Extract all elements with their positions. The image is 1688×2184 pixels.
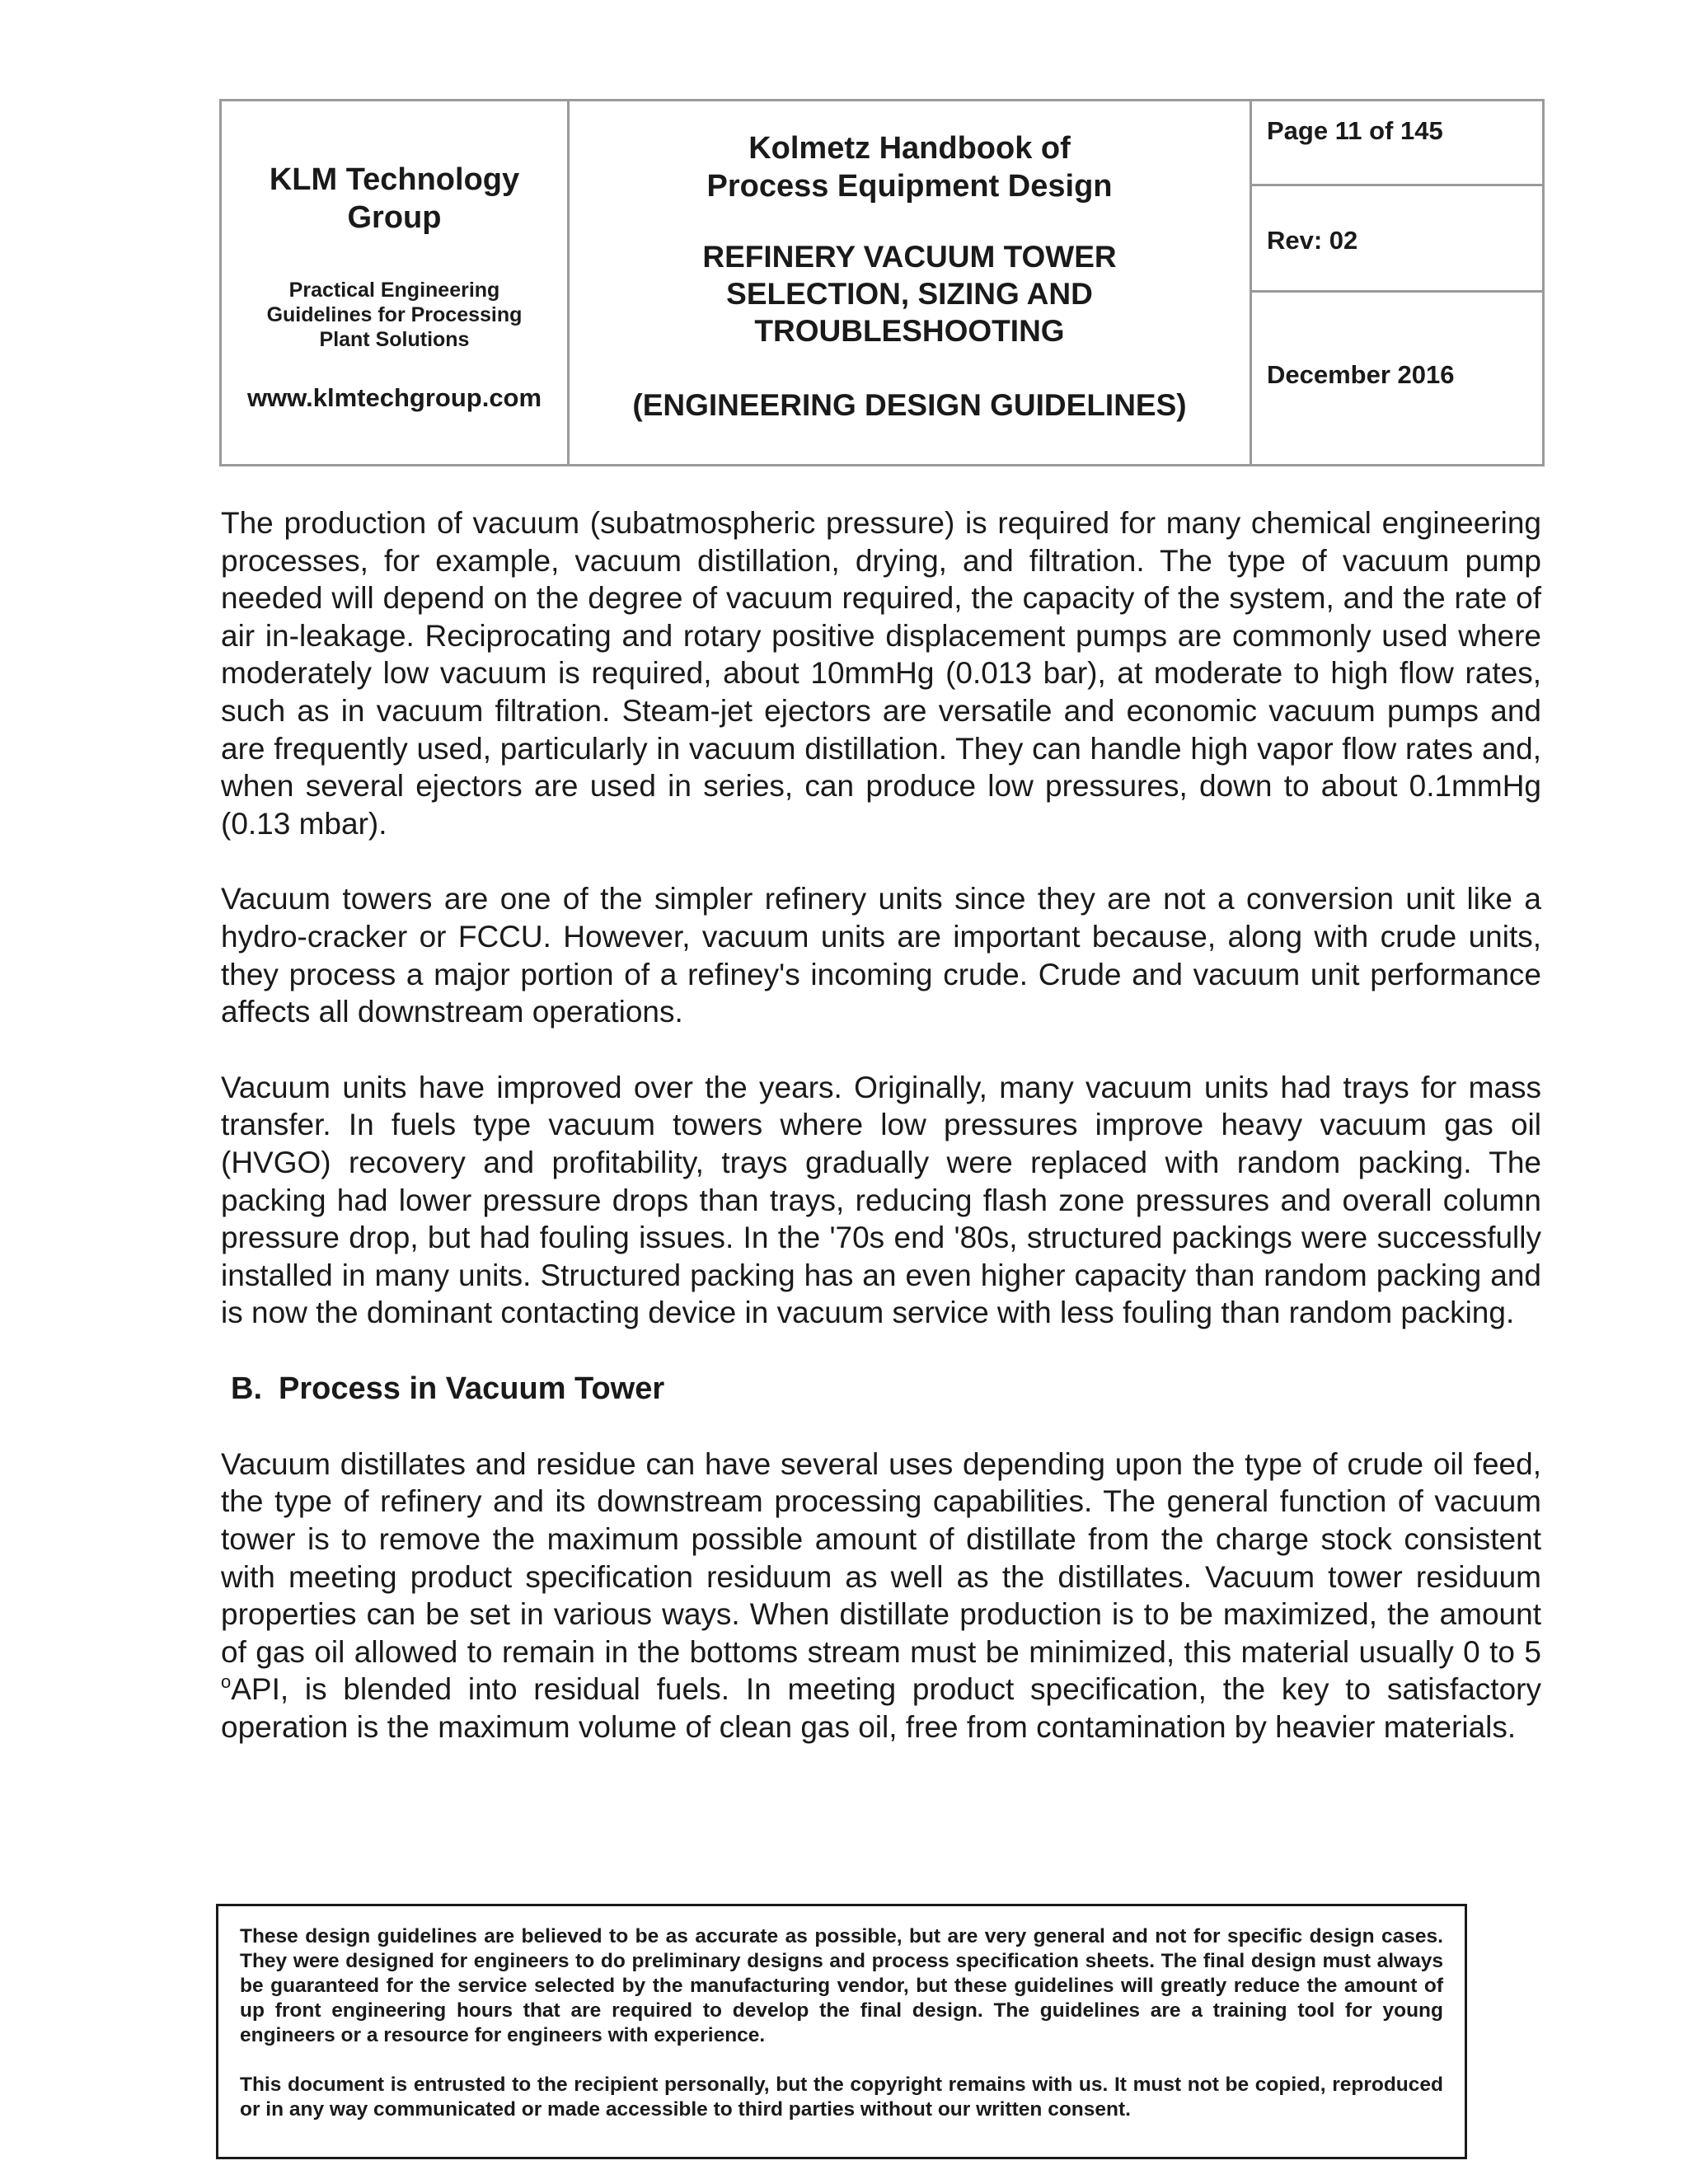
handbook-title-line1: Kolmetz Handbook of bbox=[748, 131, 1071, 166]
document-meta-block bbox=[1252, 101, 1542, 464]
body-paragraph-4-part1: Vacuum distillates and residue can have several uses depending upon the type of crude oil feed, the type of refinery and its downstream processing capabilities. The general function of vacuum tower is to remove the maximum possible amount of distillate from the charge stock consistent with meeting product specification residuum as well as the distillates. Vacuum tower residuum properties can be set in various ways. When distillate production is to be maximized, the amount of gas oil allowed to remain in the bottoms stream must be minimized, this material usually 0 to 5 bbox=[221, 1446, 1541, 1669]
document-title bbox=[570, 238, 1250, 349]
handbook-title-line2: Process Equipment Design bbox=[706, 169, 1113, 204]
copyright-notice: This document is entrusted to the recipient personally, but the copyright remains with us. It must not be copied, reproduced or in any way communicated or made accessible to third parties without our written consent. bbox=[240, 2074, 1443, 2121]
company-name-line1: KLM Technology bbox=[269, 162, 520, 197]
page-body bbox=[221, 504, 1541, 1784]
page-number: Page 11 of 145 bbox=[1252, 101, 1542, 186]
document-title-line3: TROUBLESHOOTING bbox=[754, 314, 1065, 348]
disclaimer-box bbox=[216, 1904, 1467, 2159]
tagline-line2: Guidelines for Processing bbox=[266, 303, 523, 326]
section-letter: B. bbox=[231, 1371, 262, 1406]
company-name-line2: Group bbox=[347, 200, 442, 235]
body-paragraph-1: The production of vacuum (subatmospheric pressure) is required for many chemical engineering processes, for example, vacuum distillation, drying, and filtration. The type of vacuum pump needed will depend on the degree of vacuum required, the capacity of the system, and the rate of air in-leakage. Reciprocating and rotary positive displacement pumps are commonly used where moderately low vacuum is required, about 10mmHg (0.013 bar), at moderate to high flow rates, such as in vacuum filtration. Steam-jet ejectors are versatile and economic vacuum pumps and are frequently used, particularly in vacuum distillation. They can handle high vapor flow rates and, when several ejectors are used in series, can produce low pressures, down to about 0.1mmHg (0.13 mbar). bbox=[221, 506, 1541, 841]
section-title: Process in Vacuum Tower bbox=[279, 1371, 665, 1406]
company-block bbox=[222, 101, 570, 464]
document-date: December 2016 bbox=[1267, 360, 1455, 389]
company-website[interactable]: www.klmtechgroup.com bbox=[246, 383, 542, 412]
document-subtitle: (ENGINEERING DESIGN GUIDELINES) bbox=[632, 388, 1187, 422]
body-paragraph-4-part2: API, is blended into residual fuels. In meeting product specification, the key to satisfactory operation is the maximum volume of clean gas oil, free from contamination by heavier materials. bbox=[221, 1672, 1541, 1745]
document-header bbox=[219, 99, 1545, 466]
company-tagline bbox=[222, 278, 567, 352]
title-block bbox=[570, 101, 1252, 464]
body-paragraph-4 bbox=[221, 1446, 1541, 1746]
section-heading bbox=[231, 1370, 1541, 1408]
handbook-title bbox=[570, 129, 1250, 205]
revision-number: Rev: 02 bbox=[1252, 186, 1542, 293]
document-title-line1: REFINERY VACUUM TOWER bbox=[702, 240, 1117, 274]
tagline-line3: Plant Solutions bbox=[319, 328, 470, 351]
document-title-line2: SELECTION, SIZING AND bbox=[726, 277, 1093, 311]
tagline-line1: Practical Engineering bbox=[288, 279, 500, 302]
body-paragraph-2: Vacuum towers are one of the simpler refinery units since they are not a conversion unit like a hydro-cracker or FCCU. However, vacuum units are important because, along with crude units, they process a major portion of a refiney's incoming crude. Crude and vacuum unit performance affects all downstream operations. bbox=[221, 882, 1541, 1029]
body-paragraph-3: Vacuum units have improved over the years. Originally, many vacuum units had trays for mass transfer. In fuels type vacuum towers where low pressures improve heavy vacuum gas oil (HVGO) recovery and profitability, trays gradually were replaced with random packing. The packing had lower pressure drops than trays, reducing flash zone pressures and overall column pressure drop, but had fouling issues. In the '70s end '80s, structured packings were successfully installed in many units. Structured packing has an even higher capacity than random packing and is now the dominant contacting device in vacuum service with less fouling than random packing. bbox=[221, 1070, 1541, 1330]
disclaimer-text: These design guidelines are believed to be as accurate as possible, but are very general and not for specific design cases. They were designed for engineers to do preliminary designs and process specification sheets. The final design must always be guaranteed for the service selected by the manufacturing vendor, but these guidelines will greatly reduce the amount of up front engineering hours that are required to develop the final design. The guidelines are a training tool for young engineers or a resource for engineers with experience. bbox=[240, 1925, 1443, 2046]
degree-superscript: o bbox=[221, 1671, 232, 1693]
company-name bbox=[222, 161, 567, 237]
